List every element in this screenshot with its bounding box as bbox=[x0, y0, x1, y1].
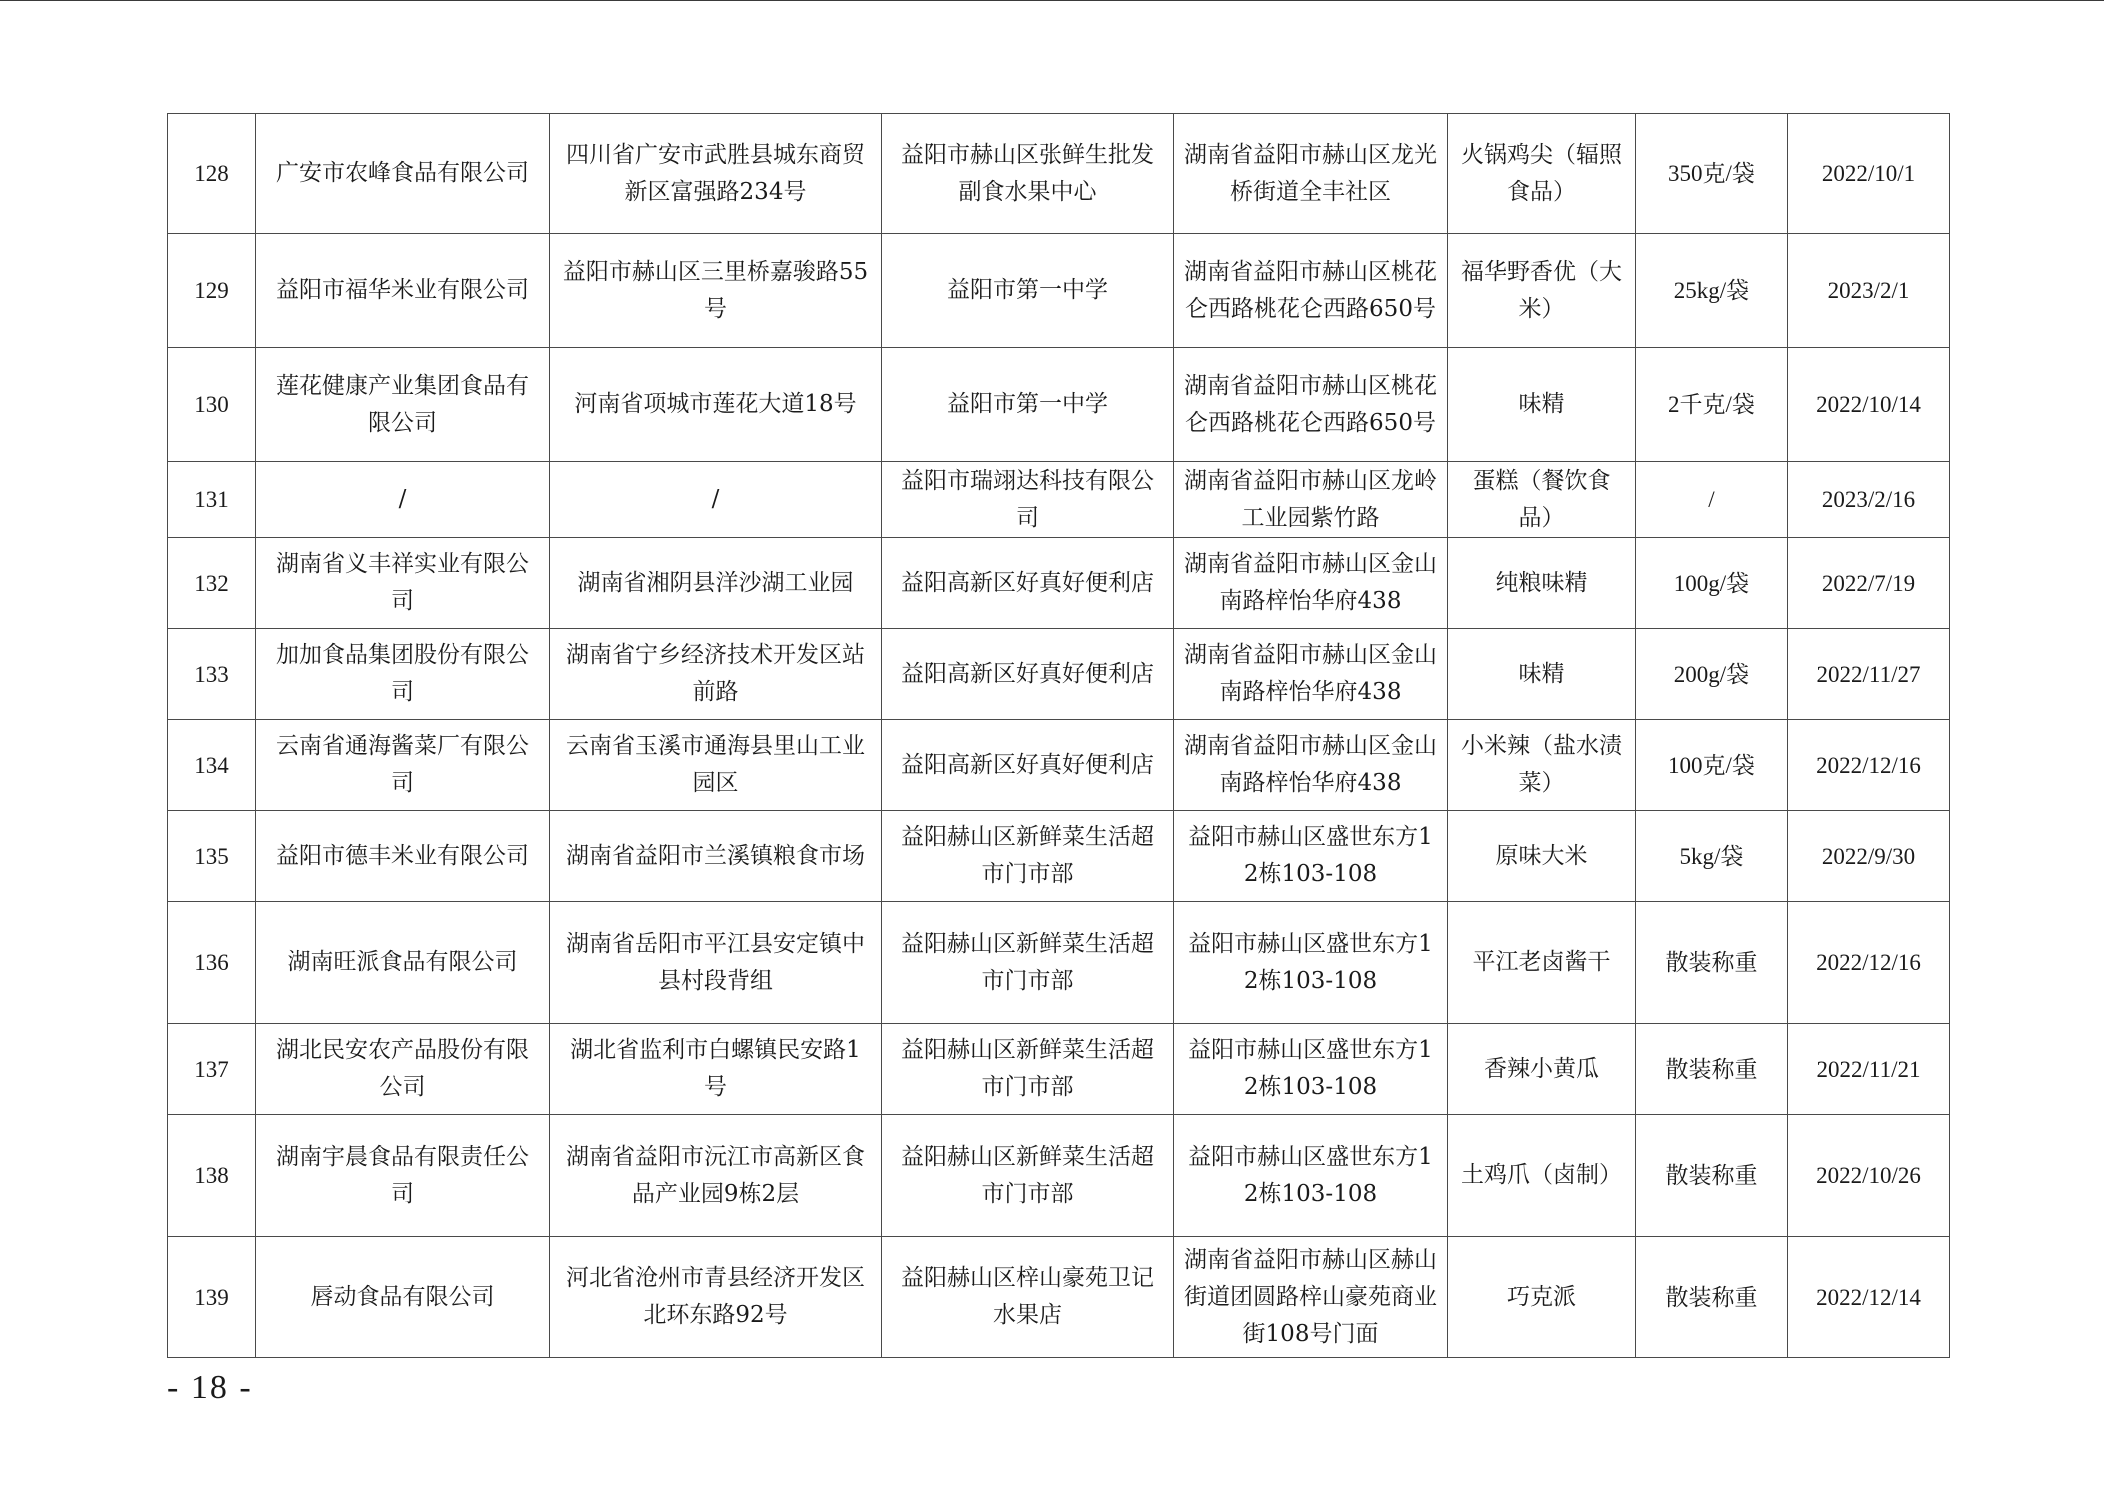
specification-cell: 散装称重 bbox=[1636, 1024, 1788, 1115]
specification-cell: 2千克/袋 bbox=[1636, 348, 1788, 462]
table-row bbox=[168, 114, 1950, 234]
row-number-cell: 129 bbox=[168, 234, 256, 348]
specification-cell: 100g/袋 bbox=[1636, 538, 1788, 629]
specification-cell: 散装称重 bbox=[1636, 902, 1788, 1024]
table-row bbox=[168, 1115, 1950, 1237]
table-body bbox=[168, 114, 1950, 1358]
production-date-cell: 2022/12/16 bbox=[1788, 720, 1950, 811]
page-number: - 18 - bbox=[167, 1369, 253, 1406]
manufacturer-address-cell: / bbox=[550, 462, 882, 538]
sampled-unit-cell: 益阳市第一中学 bbox=[882, 348, 1174, 462]
production-date-cell: 2023/2/1 bbox=[1788, 234, 1950, 348]
row-number-cell: 132 bbox=[168, 538, 256, 629]
manufacturer-address-cell: 益阳市赫山区三里桥嘉骏路55号 bbox=[550, 234, 882, 348]
manufacturer-cell: 加加食品集团股份有限公司 bbox=[256, 629, 550, 720]
specification-cell: / bbox=[1636, 462, 1788, 538]
product-name-cell: 巧克派 bbox=[1448, 1237, 1636, 1358]
manufacturer-address-cell: 湖南省益阳市沅江市高新区食品产业园9栋2层 bbox=[550, 1115, 882, 1237]
manufacturer-cell: 唇动食品有限公司 bbox=[256, 1237, 550, 1358]
manufacturer-address-cell: 湖南省益阳市兰溪镇粮食市场 bbox=[550, 811, 882, 902]
row-number-cell: 131 bbox=[168, 462, 256, 538]
manufacturer-cell: 湖南旺派食品有限公司 bbox=[256, 902, 550, 1024]
product-name-cell: 香辣小黄瓜 bbox=[1448, 1024, 1636, 1115]
product-name-cell: 平江老卤酱干 bbox=[1448, 902, 1636, 1024]
manufacturer-address-cell: 云南省玉溪市通海县里山工业园区 bbox=[550, 720, 882, 811]
sampled-unit-cell: 益阳高新区好真好便利店 bbox=[882, 538, 1174, 629]
manufacturer-cell: 广安市农峰食品有限公司 bbox=[256, 114, 550, 234]
production-date-cell: 2022/11/27 bbox=[1788, 629, 1950, 720]
row-number-cell: 135 bbox=[168, 811, 256, 902]
production-date-cell: 2022/12/14 bbox=[1788, 1237, 1950, 1358]
product-name-cell: 味精 bbox=[1448, 629, 1636, 720]
sampled-unit-cell: 益阳高新区好真好便利店 bbox=[882, 720, 1174, 811]
manufacturer-address-cell: 河北省沧州市青县经济开发区北环东路92号 bbox=[550, 1237, 882, 1358]
product-name-cell: 纯粮味精 bbox=[1448, 538, 1636, 629]
row-number-cell: 133 bbox=[168, 629, 256, 720]
sampled-unit-cell: 益阳市赫山区张鲜生批发副食水果中心 bbox=[882, 114, 1174, 234]
manufacturer-cell: 湖南省义丰祥实业有限公司 bbox=[256, 538, 550, 629]
row-number-cell: 130 bbox=[168, 348, 256, 462]
row-number-cell: 139 bbox=[168, 1237, 256, 1358]
product-name-cell: 火锅鸡尖（辐照食品） bbox=[1448, 114, 1636, 234]
product-name-cell: 原味大米 bbox=[1448, 811, 1636, 902]
table-row bbox=[168, 902, 1950, 1024]
manufacturer-cell: 莲花健康产业集团食品有限公司 bbox=[256, 348, 550, 462]
product-name-cell: 蛋糕（餐饮食品） bbox=[1448, 462, 1636, 538]
sampled-address-cell: 益阳市赫山区盛世东方12栋103-108 bbox=[1174, 1024, 1448, 1115]
sampled-unit-cell: 益阳赫山区新鲜菜生活超市门市部 bbox=[882, 811, 1174, 902]
production-date-cell: 2022/9/30 bbox=[1788, 811, 1950, 902]
manufacturer-cell: 湖南宇晨食品有限责任公司 bbox=[256, 1115, 550, 1237]
table-row bbox=[168, 1024, 1950, 1115]
sampled-address-cell: 湖南省益阳市赫山区龙岭工业园紫竹路 bbox=[1174, 462, 1448, 538]
production-date-cell: 2022/10/14 bbox=[1788, 348, 1950, 462]
specification-cell: 100克/袋 bbox=[1636, 720, 1788, 811]
sampled-unit-cell: 益阳市第一中学 bbox=[882, 234, 1174, 348]
sampled-unit-cell: 益阳赫山区新鲜菜生活超市门市部 bbox=[882, 1115, 1174, 1237]
production-date-cell: 2023/2/16 bbox=[1788, 462, 1950, 538]
sampled-address-cell: 湖南省益阳市赫山区金山南路梓怡华府438 bbox=[1174, 538, 1448, 629]
manufacturer-address-cell: 湖南省湘阴县洋沙湖工业园 bbox=[550, 538, 882, 629]
sampled-address-cell: 湖南省益阳市赫山区金山南路梓怡华府438 bbox=[1174, 720, 1448, 811]
row-number-cell: 134 bbox=[168, 720, 256, 811]
table-row bbox=[168, 462, 1950, 538]
production-date-cell: 2022/7/19 bbox=[1788, 538, 1950, 629]
manufacturer-address-cell: 湖南省宁乡经济技术开发区站前路 bbox=[550, 629, 882, 720]
row-number-cell: 138 bbox=[168, 1115, 256, 1237]
sampled-unit-cell: 益阳市瑞翊达科技有限公司 bbox=[882, 462, 1174, 538]
table-row bbox=[168, 234, 1950, 348]
sampled-address-cell: 湖南省益阳市赫山区桃花仑西路桃花仑西路650号 bbox=[1174, 234, 1448, 348]
manufacturer-cell: 益阳市福华米业有限公司 bbox=[256, 234, 550, 348]
sampled-address-cell: 益阳市赫山区盛世东方12栋103-108 bbox=[1174, 1115, 1448, 1237]
production-date-cell: 2022/11/21 bbox=[1788, 1024, 1950, 1115]
production-date-cell: 2022/10/26 bbox=[1788, 1115, 1950, 1237]
sampled-address-cell: 湖南省益阳市赫山区龙光桥街道全丰社区 bbox=[1174, 114, 1448, 234]
manufacturer-address-cell: 河南省项城市莲花大道18号 bbox=[550, 348, 882, 462]
manufacturer-cell: 益阳市德丰米业有限公司 bbox=[256, 811, 550, 902]
sampled-address-cell: 益阳市赫山区盛世东方12栋103-108 bbox=[1174, 811, 1448, 902]
table-row bbox=[168, 811, 1950, 902]
manufacturer-address-cell: 四川省广安市武胜县城东商贸新区富强路234号 bbox=[550, 114, 882, 234]
table-row bbox=[168, 629, 1950, 720]
sampled-address-cell: 湖南省益阳市赫山区赫山街道团圆路梓山豪苑商业街108号门面 bbox=[1174, 1237, 1448, 1358]
specification-cell: 25kg/袋 bbox=[1636, 234, 1788, 348]
row-number-cell: 137 bbox=[168, 1024, 256, 1115]
page-top-rule bbox=[0, 0, 2104, 1]
sampling-results-table bbox=[167, 113, 1950, 1358]
specification-cell: 5kg/袋 bbox=[1636, 811, 1788, 902]
manufacturer-cell: 云南省通海酱菜厂有限公司 bbox=[256, 720, 550, 811]
specification-cell: 散装称重 bbox=[1636, 1115, 1788, 1237]
row-number-cell: 128 bbox=[168, 114, 256, 234]
sampled-unit-cell: 益阳高新区好真好便利店 bbox=[882, 629, 1174, 720]
table-row bbox=[168, 1237, 1950, 1358]
sampled-address-cell: 益阳市赫山区盛世东方12栋103-108 bbox=[1174, 902, 1448, 1024]
table-row bbox=[168, 538, 1950, 629]
manufacturer-cell: / bbox=[256, 462, 550, 538]
sampled-unit-cell: 益阳赫山区新鲜菜生活超市门市部 bbox=[882, 1024, 1174, 1115]
row-number-cell: 136 bbox=[168, 902, 256, 1024]
specification-cell: 散装称重 bbox=[1636, 1237, 1788, 1358]
product-name-cell: 小米辣（盐水渍菜） bbox=[1448, 720, 1636, 811]
product-name-cell: 味精 bbox=[1448, 348, 1636, 462]
table-row bbox=[168, 348, 1950, 462]
sampled-unit-cell: 益阳赫山区新鲜菜生活超市门市部 bbox=[882, 902, 1174, 1024]
specification-cell: 200g/袋 bbox=[1636, 629, 1788, 720]
sampled-address-cell: 湖南省益阳市赫山区桃花仑西路桃花仑西路650号 bbox=[1174, 348, 1448, 462]
product-name-cell: 福华野香优（大米） bbox=[1448, 234, 1636, 348]
production-date-cell: 2022/12/16 bbox=[1788, 902, 1950, 1024]
manufacturer-cell: 湖北民安农产品股份有限公司 bbox=[256, 1024, 550, 1115]
sampled-address-cell: 湖南省益阳市赫山区金山南路梓怡华府438 bbox=[1174, 629, 1448, 720]
production-date-cell: 2022/10/1 bbox=[1788, 114, 1950, 234]
table-row bbox=[168, 720, 1950, 811]
manufacturer-address-cell: 湖北省监利市白螺镇民安路1号 bbox=[550, 1024, 882, 1115]
specification-cell: 350克/袋 bbox=[1636, 114, 1788, 234]
product-name-cell: 土鸡爪（卤制） bbox=[1448, 1115, 1636, 1237]
sampled-unit-cell: 益阳赫山区梓山豪苑卫记水果店 bbox=[882, 1237, 1174, 1358]
manufacturer-address-cell: 湖南省岳阳市平江县安定镇中县村段背组 bbox=[550, 902, 882, 1024]
